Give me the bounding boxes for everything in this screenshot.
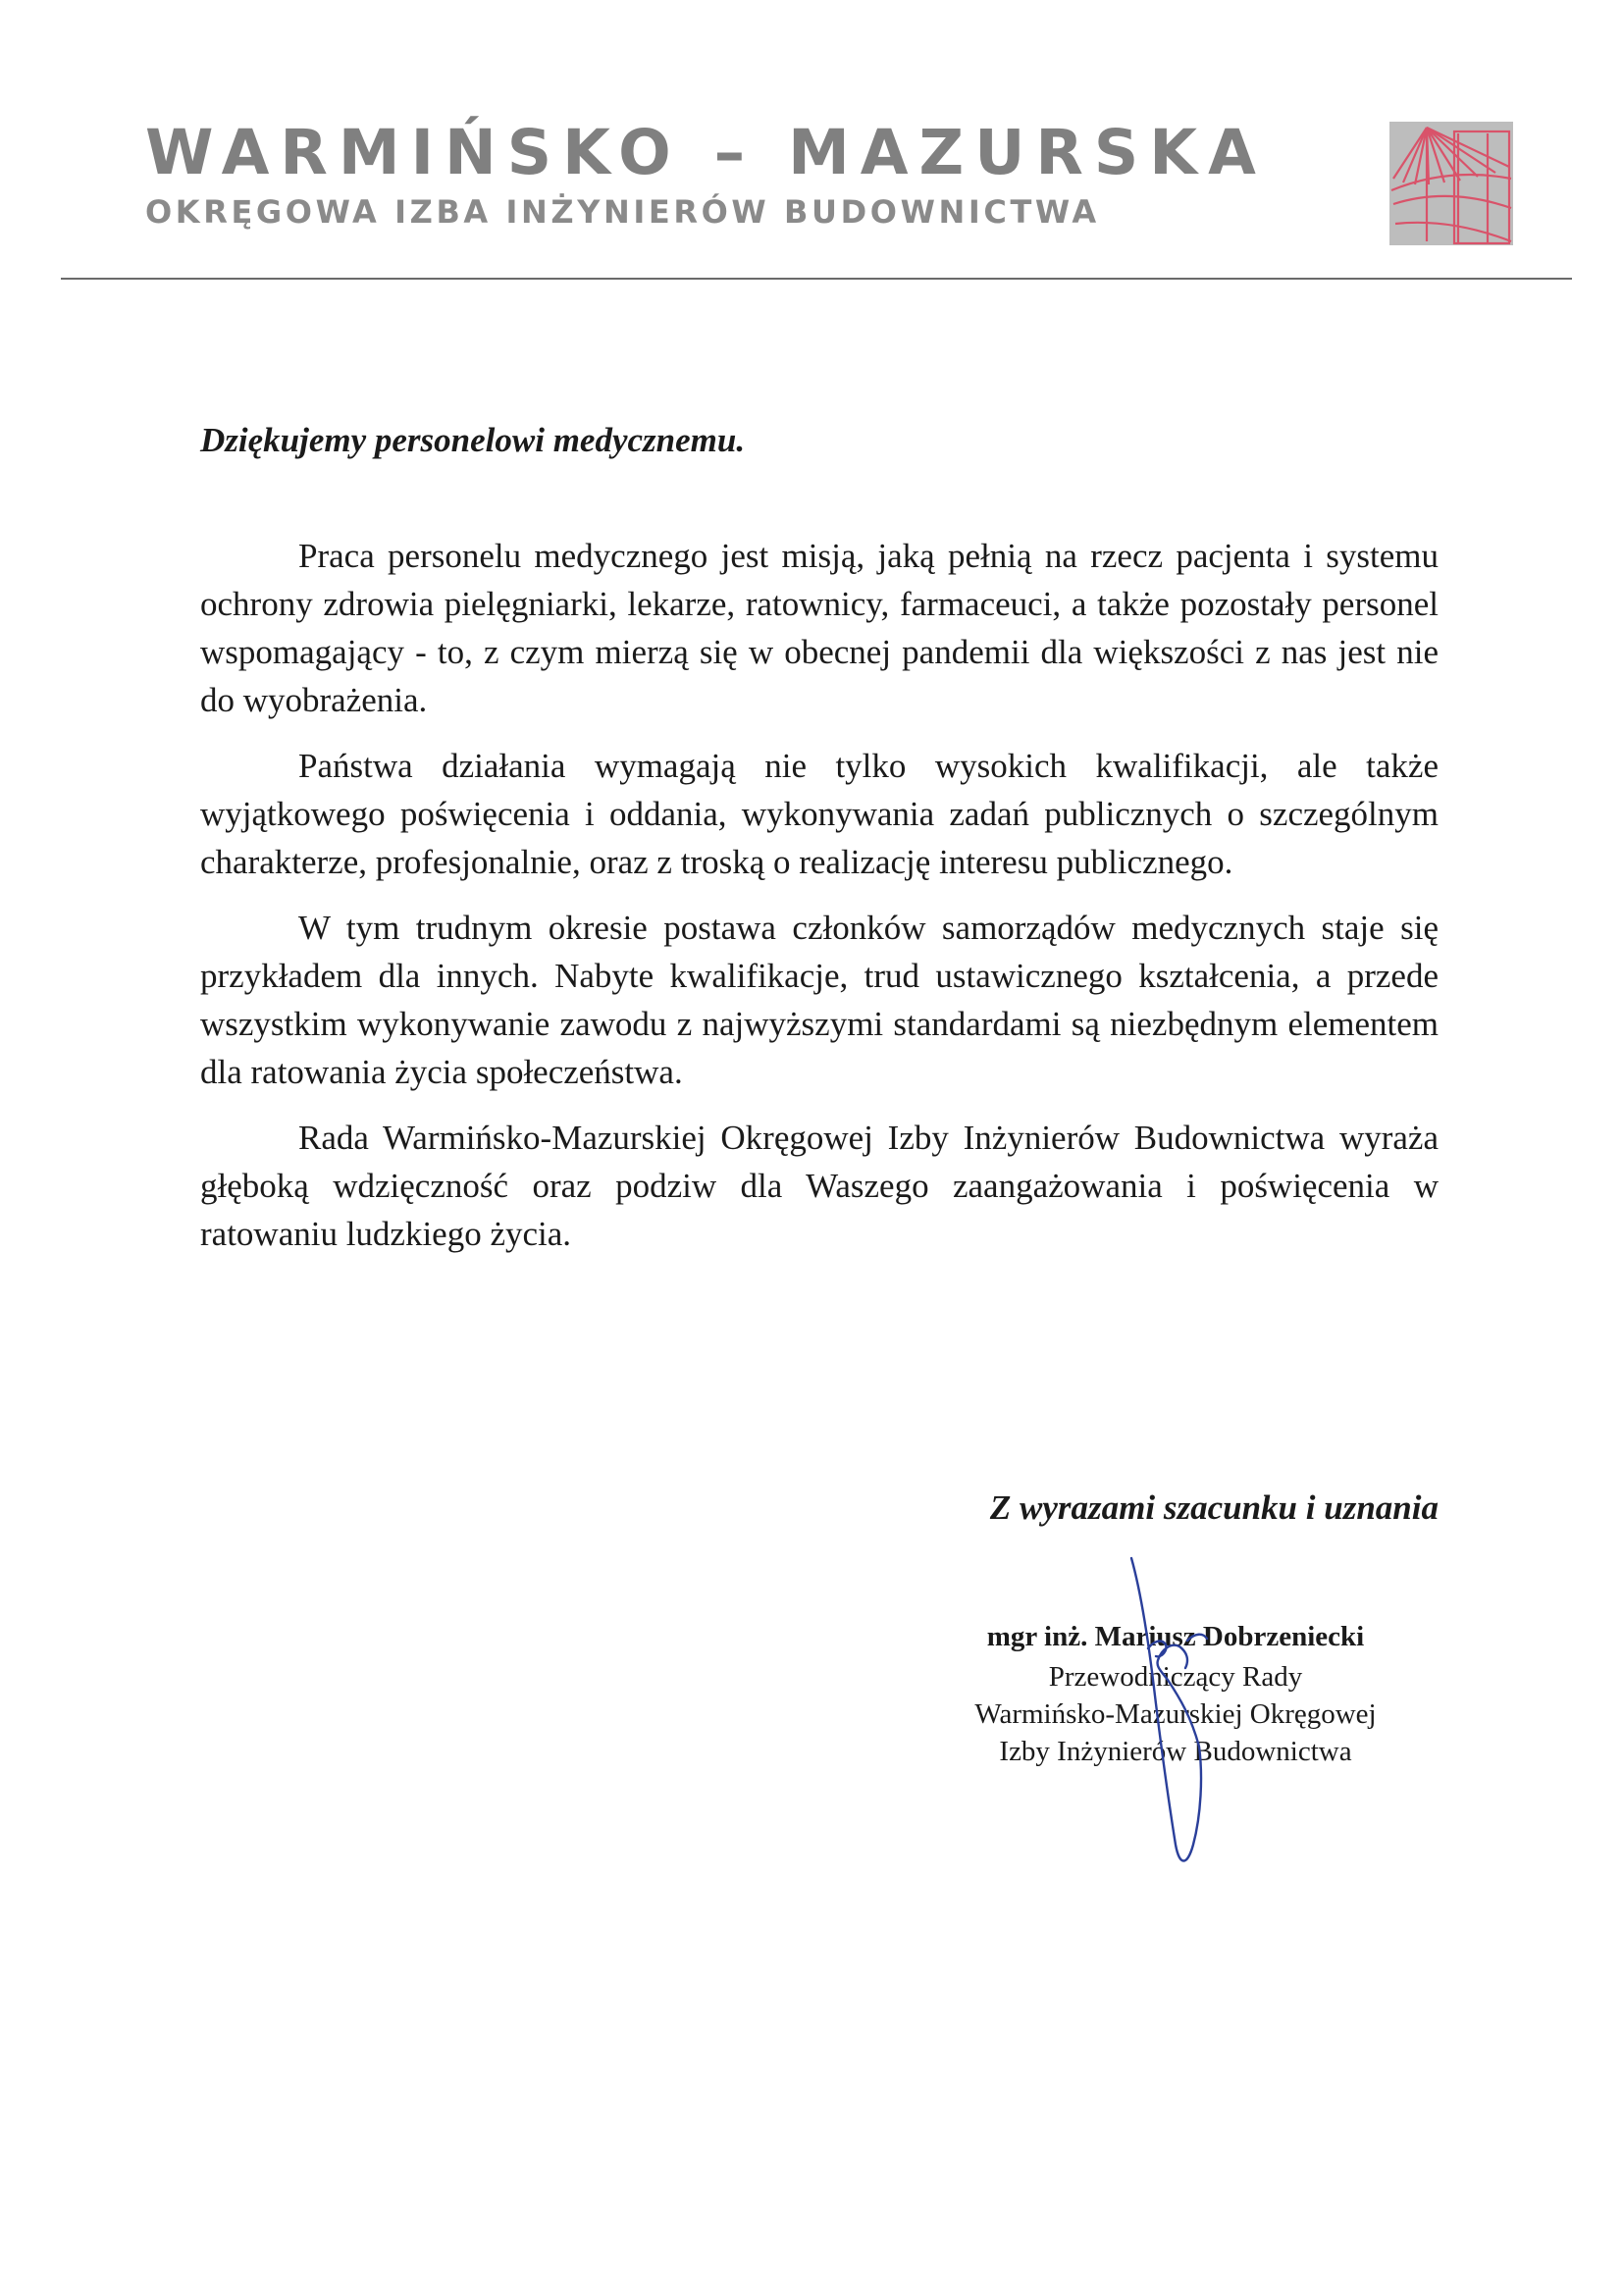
- header-divider: [61, 278, 1572, 280]
- letter-body: [200, 416, 1439, 1276]
- letter-paragraph: Rada Warmińsko-Mazurskiej Okręgowej Izby Inżynierów Budownictwa wyraża głęboką wdzięczność oraz podziw dla Waszego zaangażowania i poświęcenia w ratowaniu ludzkiego życia.: [200, 1119, 1439, 1253]
- letter-paragraph: Praca personelu medycznego jest misją, jaką pełnią na rzecz pacjenta i systemu ochrony zdrowia pielęgniarki, lekarze, ratownicy, farmaceuci, a także pozostały personel wspomagający - to, z czym mierzą się w obecnej pandemii dla większości z nas jest nie do wyobrażenia.: [200, 537, 1439, 719]
- signature-stroke: [1131, 1558, 1207, 1861]
- letter-paragraph: Państwa działania wymagają nie tylko wysokich kwalifikacji, ale także wyjątkowego poświęcenia i oddania, wykonywania zadań publicznych o szczególnym charakterze, profesjonalnie, oraz z troską o realizację interesu publicznego.: [200, 747, 1439, 881]
- signer-name: mgr inż. Mariusz Dobrzeniecki: [986, 1621, 1365, 1652]
- organization-name: WARMIŃSKO – MAZURSKA: [145, 117, 1267, 188]
- letter-paragraph: W tym trudnym okresie postawa członków samorządów medycznych staje się przykładem dla innych. Nabyte kwalifikacje, trud ustawicznego kształcenia, a przede wszystkim wykonywanie zawodu z najwyższymi standardami są niezbędnym elementem dla ratowania życia społeczeństwa.: [200, 909, 1439, 1091]
- handwritten-signature: [1089, 1550, 1246, 1884]
- letterhead: [145, 118, 1519, 234]
- bridge-cable-logo-icon: [1389, 122, 1513, 245]
- organization-subtitle: OKRĘGOWA IZBA INŻYNIERÓW BUDOWNICTWA: [145, 193, 1100, 231]
- letter-closing: Z wyrazami szacunku i uznania: [989, 1488, 1439, 1527]
- signer-title-line: Izby Inżynierów Budownictwa: [999, 1736, 1352, 1767]
- signer-title-line: Przewodniczący Rady: [1048, 1661, 1303, 1693]
- signer-title-line: Warmińsko-Mazurskiej Okręgowej: [974, 1698, 1377, 1730]
- letter-greeting: Dziękujemy personelowi medycznemu.: [200, 421, 746, 459]
